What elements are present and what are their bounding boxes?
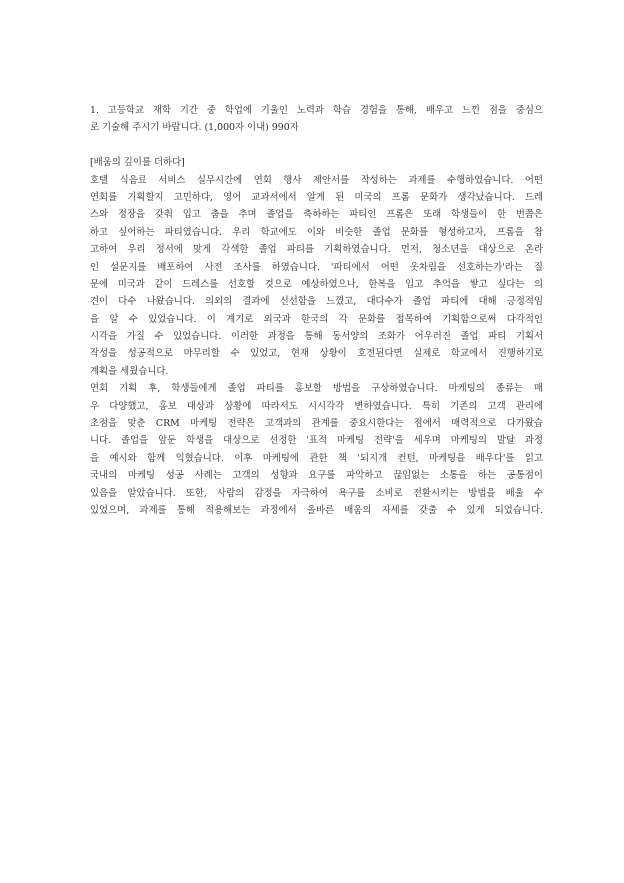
paragraph-1-line: 계획을 세웠습니다.: [90, 365, 169, 377]
question-line-1: 1. 고등학교 재학 기간 중 학업에 기울인 노력과 학습 경험을 통해, 배우고 느낀 점을 중심으: [90, 105, 543, 116]
paragraph-1-line: 작성을 성공적으로 마무리할 수 있었고, 현재 상황이 호전된다면 실제로 학교에서 진행하기로: [90, 348, 543, 360]
paragraph-1-line: 고하여 우리 정서에 맞게 각색한 졸업 파티를 기획하였습니다. 먼저, 청소년을 대상으로 온라: [90, 244, 543, 256]
paragraph-1-line: 하고 싶어하는 파티였습니다. 우리 학교에도 이와 비슷한 졸업 문화를 형성하고자, 프롬을 참: [90, 226, 543, 238]
question-line-2: 로 기술해 주시기 바랍니다. (1,000자 이내) 990자: [90, 122, 299, 134]
paragraph-2-line: 있음을 알았습니다. 또한, 사람의 감정을 자극하여 욕구를 소비로 전환시키는 방법을 배울 수: [90, 487, 543, 499]
paragraph-1-line: 스와 정장을 갖춰 입고 춤을 추며 졸업을 축하하는 파티인 프롬은 또래 학생들이 한 번쯤은: [90, 209, 543, 221]
paragraph-2-line: 연회 기획 후, 학생들에게 졸업 파티를 홍보할 방법을 구상하였습니다. 마케팅의 종류는 매: [90, 383, 543, 395]
paragraph-2: [90, 380, 543, 519]
paragraph-1-line: 연회를 기획할지 고민하다, 영어 교과서에서 알게 된 미국의 프롬 문화가 생각났습니다. 드레: [90, 191, 543, 203]
document-body: [90, 102, 543, 519]
paragraph-1-line: 인 설문지를 배포하여 사전 조사를 하였습니다. '파티에서 어떤 옷차림을 선호하는가'라는 질: [90, 261, 543, 273]
paragraph-1-line: 호텔 식음료 서비스 실무시간에 연회 행사 제안서를 작성하는 과제를 수행하였습니다. 어떤: [90, 174, 543, 186]
paragraph-1-line: 문에 미국과 같이 드레스를 선호할 것으로 예상하였으나, 한복을 입고 추억을 쌓고 싶다는 의: [90, 278, 543, 290]
paragraph-2-line: 국내의 마케팅 성공 사례는 고객의 성향과 요구를 파악하고 끊임없는 소통을 하는 공통점이: [90, 470, 543, 482]
paragraph-2-line: 우 다양했고, 홍보 대상과 상황에 따라서도 시시각각 변하였습니다. 특히 기존의 고객 관리에: [90, 400, 543, 412]
answer-heading: [배움의 깊이를 더하다]: [90, 157, 185, 169]
paragraph-2-line: 초점을 맞춘 CRM 마케팅 전략은 고객과의 관계를 중요시한다는 점에서 매력적으로 다가왔습: [90, 418, 543, 430]
paragraph-1-line: 시각을 가질 수 있었습니다. 이러한 과정을 통해 동서양의 조화가 어우러진 졸업 파티 기획서: [90, 331, 543, 343]
paragraph-2-line: 있었으며, 과제를 통해 적용해보는 과정에서 올바른 배움의 자세를 갖출 수 있게 되었습니다.: [90, 504, 543, 516]
paragraph-2-line: 을 예시와 함께 익혔습니다. 이후 마케팅에 관한 책 '되지개 컨턴, 마케팅을 배우다'를 읽고: [90, 452, 543, 464]
paragraph-1-line: 견이 다수 나왔습니다. 의외의 결과에 신선함을 느꼈고, 대다수가 졸업 파티에 대해 긍정적임: [90, 296, 543, 308]
paragraph-1-line: 을 알 수 있었습니다. 이 계기로 외국과 한국의 각 문화를 접목하여 기획함으로써 다각적인: [90, 313, 543, 325]
paragraph-1: [90, 172, 543, 381]
blank-line: [90, 137, 543, 154]
paragraph-2-line: 니다. 졸업을 앞둔 학생을 대상으로 선정한 '표적 마케팅 전략'을 세우며 마케팅의 발달 과정: [90, 435, 543, 447]
